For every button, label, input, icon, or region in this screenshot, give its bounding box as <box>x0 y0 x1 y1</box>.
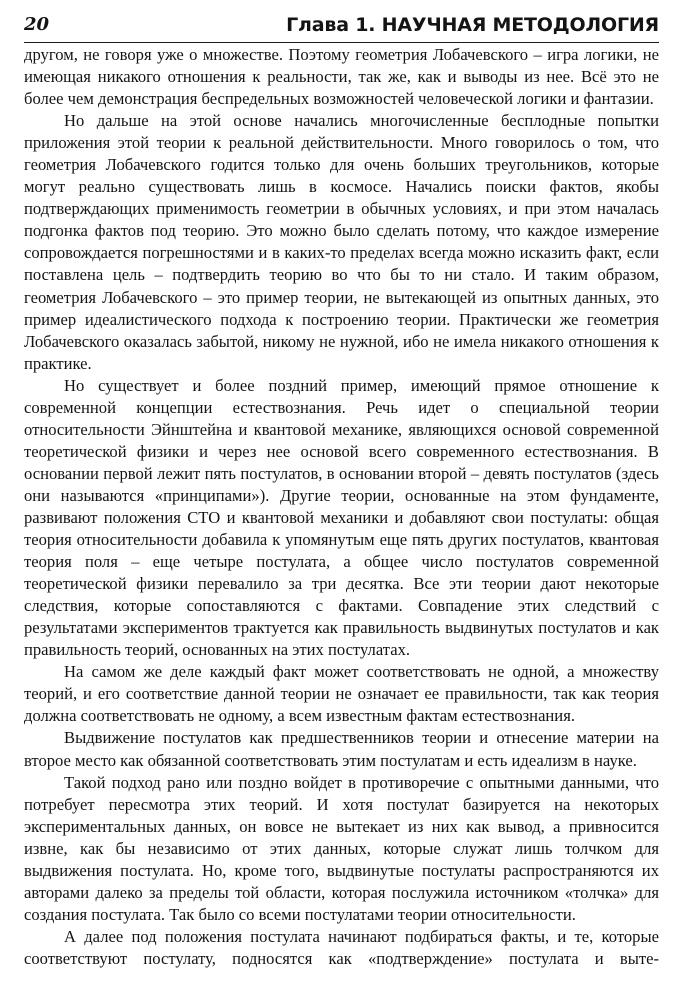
paragraph-4: На самом же деле каждый факт может соответствовать не одной, а множеству теорий, и его соответствие данной теории не означает ее правильности, так как теория должна соответствовать не одному, а всем известным фактам естествознания. <box>24 662 659 726</box>
paragraph-1: другом, не говоря уже о множестве. Поэтому геометрия Лобачевского – игра логики, не имеющая никакого отношения к реальности, так же, как и выводы из нее. Всё это не более чем демонстрация беспредельных возможностей человеческой логики и фантазии. <box>24 45 659 109</box>
body-text <box>24 44 659 970</box>
paragraph-7: А далее под положения постулата начинают подбираться факты, и те, которые соответствуют постулату, подносятся как «подтверждение» постулата и выте- <box>24 926 659 968</box>
page-header <box>24 12 659 43</box>
paragraph-5: Выдвижение постулатов как предшественников теории и отнесение материи на второе место как обязанной соответствовать этим постулатам и есть идеализм в науке. <box>24 728 659 770</box>
paragraph-3: Но существует и более поздний пример, имеющий прямое отношение к современной концепции естествознания. Речь идет о специальной теории относительности Эйнштейна и квантовой механике, являющихся основой современной теоретической физики и через нее основой всего современного естествознания. В основании первой лежит пять постулатов, в основании второй – девять постулатов (здесь они называются «принципами»). Другие теории, основанные на этом фундаменте, развивают положения СТО и квантовой механики и добавляют свои постулаты: общая теория относительности добавила к упомянутым еще пять других постулатов, квантовая теория поля – еще четыре постулата, а общее число постулатов современной теоретической физики перевалило за три десятка. Все эти теории дают некоторые следствия, которые сопоставляются с фактами. Совпадение этих следствий с результатами экспериментов трактуется как правильность выдвинутых постулатов и как правильность теорий, основанных на этих постулатах. <box>24 375 659 660</box>
chapter-title: Глава 1. НАУЧНАЯ МЕТОДОЛОГИЯ <box>286 14 659 36</box>
paragraph-2: Но дальше на этой основе начались многочисленные бесплодные попытки приложения этой теории к реальной действительности. Много говорилось о том, что геометрия Лобачевского годится только для очень больших треугольников, которые могут реально существовать лишь в космосе. Начались поиски фактов, якобы подтверждающих применимость геометрии в обычных условиях, и при этом началась подгонка фактов под теорию. Это можно было сделать потому, что каждое измерение сопровождается погрешностями и в каких-то пределах всегда можно исказить факт, если поставлена цель – подтвердить теорию во что бы то ни стало. И таким образом, геометрия Лобачевского – это пример теории, не вытекающей из опытных данных, это пример идеалистического подхода к построению теории. Практически же геометрия Лобачевского оказалась забытой, никому не нужной, ибо не имела никакого отношения к практике. <box>24 111 659 373</box>
page-number: 20 <box>24 14 50 35</box>
paragraph-6: Такой подход рано или поздно войдет в противоречие с опытными данными, что потребует пересмотра этих теорий. И хотя постулат базируется на некоторых экспериментальных данных, он вовсе не вытекает из них как вывод, а привносится извне, как бы независимо от этих данных, которые служат лишь толчком для выдвижения постулата. Но, кроме того, выдвинутые постулаты распространяются их авторами далеко за пределы той области, которая послужила источником «толчка» для создания постулата. Так было со всеми постулатами теории относительности. <box>24 772 659 924</box>
